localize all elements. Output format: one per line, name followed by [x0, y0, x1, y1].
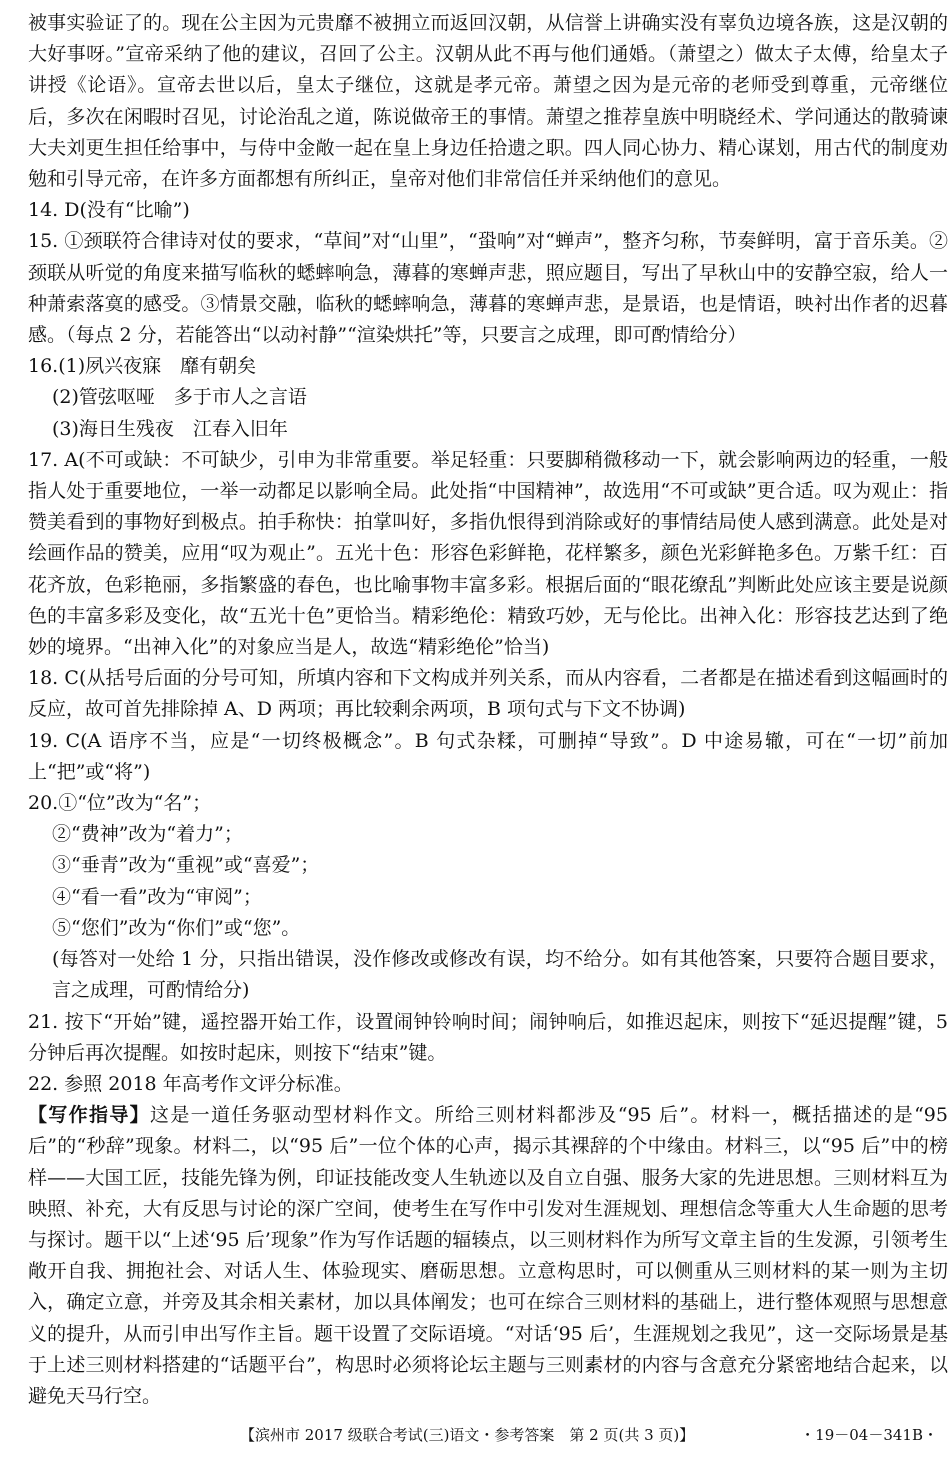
- answer-15: 15. ①颈联符合律诗对仗的要求，“草间”对“山里”，“蛩响”对“蝉声”，整齐匀称，节奏鲜明，富于音乐美。②颈联从听觉的角度来描写临秋的蟋蟀响急，薄暮的寒蝉声悲，照应题目，写出了早秋山中的安静空寂，给人一种萧索落寞的感受。③情景交融，临秋的蟋蟀响急，薄暮的寒蝉声悲，是景语，也是情语，映衬出作者的迟暮感。（每点 2 分，若能答出“以动衬静”“渲染烘托”等，只要言之成理，即可酌情给分）: [28, 230, 948, 347]
- answer-20-line-5: ⑤“您们”改为“你们”或“您”。: [52, 916, 301, 939]
- answer-page: [28, 8, 948, 1412]
- answer-16-line-3: (3)海日生残夜 江春入旧年: [52, 417, 288, 440]
- answer-20-line-4: ④“看一看”改为“审阅”；: [52, 885, 262, 908]
- answer-18: 18. C(从括号后面的分号可知，所填内容和下文构成并列关系，而从内容看，二者都是在描述看到这幅画时的反应，故可首先排除掉 A、D 两项；再比较剩余两项，B 项句式与下文不协调): [28, 667, 948, 721]
- answer-20-note: (每答对一处给 1 分，只指出错误，没作修改或修改有误，均不给分。如有其他答案，只要符合题目要求，言之成理，可酌情给分): [52, 948, 948, 1002]
- footer-title: 【滨州市 2017 级联合考试(三)语文・参考答案 第 2 页(共 3 页)】: [240, 1426, 695, 1444]
- answer-20: [28, 788, 948, 1006]
- answer-16: [28, 351, 948, 445]
- answer-14: 14. D(没有“比喻”): [28, 199, 190, 222]
- answer-20-line-3: ③“垂青”改为“重视”或“喜爱”；: [52, 854, 320, 877]
- writing-guide-text: 这是一道任务驱动型材料作文。所给三则材料都涉及“95 后”。材料一，概括描述的是“95 后”的“秒辞”现象。材料二，以“95 后”一位个体的心声，揭示其裸辞的个中缘由。材料三，以“95 后”中的榜样——大国工匠，技能先锋为例，印证技能改变人生轨迹以及自立自强、服务大家的先进思想。三则材料互为映照、补充，大有反思与讨论的深广空间，使考生在写作中引发对生涯规划、理想信念等重大人生命题的思考与探讨。题干以“上述‘95 后’现象”作为写作话题的辐辏点，以三则材料作为所写文章主旨的生发源，引领考生敞开自我、拥抱社会、对话人生、体验现实、磨砺思想。立意构思时，可以侧重从三则材料的某一则为主切入，确定立意，并旁及其余相关素材，加以具体阐发；也可在综合三则材料的基础上，进行整体观照与思想意义的提升，从而引申出写作主旨。题干设置了交际语境。“对话‘95 后’，生涯规划之我见”，这一交际场景是基于上述三则材料搭建的“话题平台”，构思时必须将论坛主题与三则素材的内容与含意充分紧密地结合起来，以避免天马行空。: [28, 1104, 948, 1407]
- footer-code: ・19－04－341B・: [800, 1426, 938, 1444]
- answer-16-number: 16.: [28, 355, 59, 378]
- answer-16-line-2: (2)管弦呕哑 多于市人之言语: [52, 386, 307, 409]
- answer-22: 22. 参照 2018 年高考作文评分标准。: [28, 1072, 353, 1095]
- answer-20-line-1: ①“位”改为“名”；: [58, 792, 212, 815]
- page-footer: [0, 1424, 950, 1448]
- answer-17: 17. A(不可或缺：不可缺少，引申为非常重要。举足轻重：只要脚稍微移动一下，就会影响两边的轻重，一般指人处于重要地位，一举一动都足以影响全局。此处指“中国精神”，故选用“不可或缺”更合适。叹为观止：指赞美看到的事物好到极点。拍手称快：拍掌叫好，多指仇恨得到消除或好的事情结局使人感到满意。此处是对绘画作品的赞美，应用“叹为观止”。五光十色：形容色彩鲜艳，花样繁多，颜色光彩鲜艳多色。万紫千红：百花齐放，色彩艳丽，多指繁盛的春色，也比喻事物丰富多彩。根据后面的“眼花缭乱”判断此处应该主要是说颜色的丰富多彩及变化，故“五光十色”更恰当。精彩绝伦：精致巧妙，无与伦比。出神入化：形容技艺达到了绝妙的境界。“出神入化”的对象应当是人，故选“精彩绝伦”恰当): [28, 448, 948, 659]
- answer-16-line-1: (1)夙兴夜寐 靡有朝矣: [58, 355, 257, 378]
- writing-guide: [28, 1100, 948, 1412]
- answer-20-number: 20.: [28, 792, 59, 815]
- answer-19: 19. C(A 语序不当，应是“一切终极概念”。B 句式杂糅，可删掉“导致”。D 中途易辙，可在“一切”前加上“把”或“将”): [28, 729, 948, 783]
- intro-paragraph: 被事实验证了的。现在公主因为元贵靡不被拥立而返回汉朝，从信誉上讲确实没有辜负边境各族，这是汉朝的大好事呀。”宣帝采纳了他的建议，召回了公主。汉朝从此不再与他们通婚。（萧望之）做太子太傅，给皇太子讲授《论语》。宣帝去世以后，皇太子继位，这就是孝元帝。萧望之因为是元帝的老师受到尊重，元帝继位后，多次在闲暇时召见，讨论治乱之道，陈说做帝王的事情。萧望之推荐皇族中明晓经术、学问通达的散骑谏大夫刘更生担任给事中，与侍中金敞一起在皇上身边任拾遗之职。四人同心协力、精心谋划，用古代的制度劝勉和引导元帝，在许多方面都想有所纠正，皇帝对他们非常信任并采纳他们的意见。: [28, 12, 948, 191]
- writing-guide-label: 【写作指导】: [28, 1104, 151, 1127]
- answer-20-line-2: ②“费神”改为“着力”；: [52, 823, 243, 846]
- answer-21: 21. 按下“开始”键，遥控器开始工作，设置闹钟铃响时间；闹钟响后，如推迟起床，则按下“延迟提醒”键，5 分钟后再次提醒。如按时起床，则按下“结束”键。: [28, 1010, 948, 1064]
